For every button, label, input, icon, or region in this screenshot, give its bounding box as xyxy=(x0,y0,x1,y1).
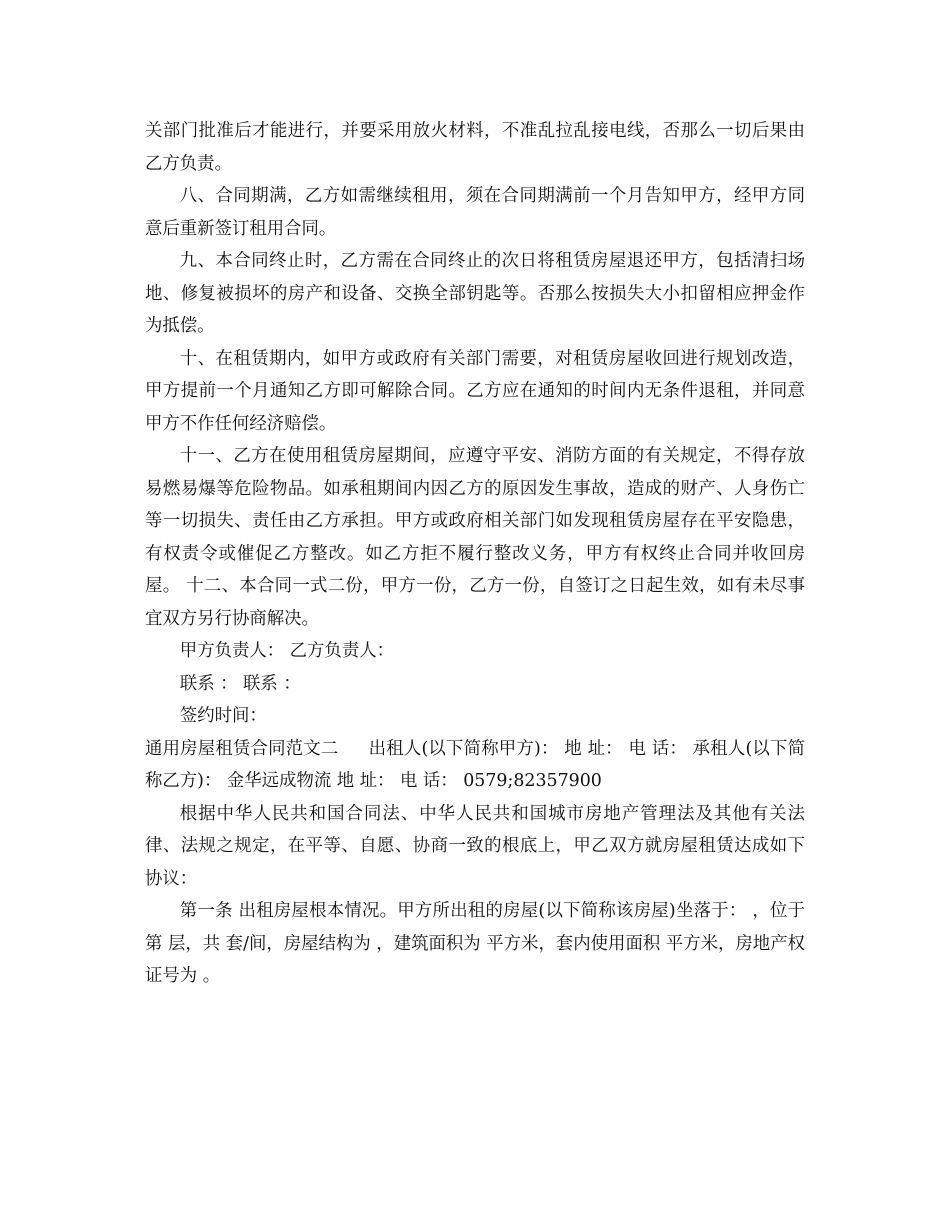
parties-info: 出租人(以下简称甲方)： 地 址： 电 话： 承租人(以下简称乙方)： 金华远成物流 地 址： 电 话： 0579;82357900 xyxy=(145,738,805,791)
paragraph-fire-safety-continued: 关部门批准后才能进行，并要采用放火材料，不准乱拉乱接电线，否那么一切后果由乙方负责。 xyxy=(145,121,805,174)
paragraph-legal-basis: 根据中华人民共和国合同法、中华人民共和国城市房地产管理法及其他有关法律、法规之规定，在平等、自愿、协商一致的根底上，甲乙双方就房屋租赁达成如下协议： xyxy=(145,803,805,889)
paragraph-clause-10: 十、在租赁期内，如甲方或政府有关部门需要，对租赁房屋收回进行规划改造，甲方提前一个月通知乙方即可解除合同。乙方应在通知的时间内无条件退租，并同意甲方不作任何经济赔偿。 xyxy=(145,348,805,434)
document-body xyxy=(145,115,805,993)
second-contract-header xyxy=(145,733,805,798)
signature-responsible-persons: 甲方负责人： 乙方负责人： xyxy=(179,641,395,661)
paragraph-article-1: 第一条 出租房屋根本情况。甲方所出租的房屋(以下简称该房屋)坐落于： ，位于第 层，共 套/间，房屋结构为 ，建筑面积为 平方米，套内使用面积 平方米，房地产权证号为 。 xyxy=(145,901,805,986)
signature-date: 签约时间： xyxy=(179,706,267,726)
paragraph-clause-11-12: 十一、乙方在使用租赁房屋期间，应遵守平安、消防方面的有关规定，不得存放易燃易爆等危险物品。如承租期间内因乙方的原因发生事故，造成的财产、人身伤亡等一切损失、责任由乙方承担。甲方或政府相关部门如发现租赁房屋存在平安隐患，有权责令或催促乙方整改。如乙方拒不履行整改义务，甲方有权终止合同并收回房屋。 十二、本合同一式二份，甲方一份，乙方一份，自签订之日起生效，如有未尽事宜双方另行协商解决。 xyxy=(145,446,805,629)
paragraph-clause-8: 八、合同期满，乙方如需继续租用，须在合同期满前一个月告知甲方，经甲方同意后重新签订租用合同。 xyxy=(145,186,805,239)
paragraph-clause-9: 九、本合同终止时，乙方需在合同终止的次日将租赁房屋退还甲方，包括清扫场地、修复被损坏的房产和设备、交换全部钥匙等。否那么按损失大小扣留相应押金作为抵偿。 xyxy=(145,251,805,336)
signature-contacts: 联系 ： 联系 ： xyxy=(179,673,301,694)
second-contract-title: 通用房屋租赁合同范文二 xyxy=(145,738,339,759)
